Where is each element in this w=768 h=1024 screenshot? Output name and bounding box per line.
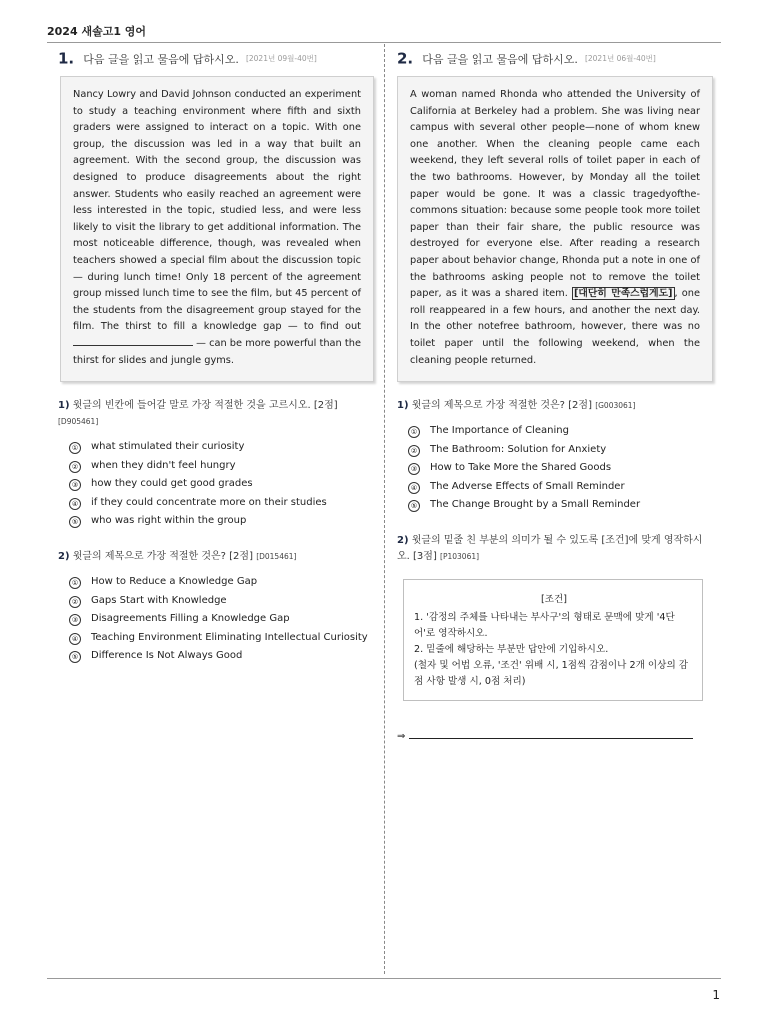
page-header: [47, 20, 721, 43]
passage-box: [397, 76, 713, 382]
sub-question-text: 윗글의 빈칸에 들어갈 말로 가장 적절한 것을 고르시오. [2점]: [72, 400, 338, 411]
question-number: 2.: [397, 49, 414, 68]
choice-4-icon: ④: [69, 633, 81, 645]
question-source: [2021년 06월-40번]: [584, 54, 656, 63]
choice-item[interactable]: [58, 496, 374, 515]
choice-item[interactable]: [397, 424, 713, 443]
choice-text: The Change Brought by a Small Reminder: [430, 499, 641, 511]
sub-question-text: 윗글의 제목으로 가장 적절한 것은? [2점]: [411, 400, 592, 411]
choice-3-icon: ③: [408, 463, 420, 475]
underlined-phrase: [대단히 만족스럽게도]: [573, 288, 673, 300]
sub-question-number: 2): [397, 534, 409, 546]
sub-question-number: 1): [58, 400, 70, 411]
choice-item[interactable]: [58, 612, 374, 631]
choice-item[interactable]: [397, 461, 713, 480]
choice-item[interactable]: [58, 649, 374, 668]
blank-line: [73, 336, 193, 346]
sub-question-2: [397, 533, 713, 565]
question-2-header: [397, 48, 713, 68]
choice-item[interactable]: [58, 575, 374, 594]
choice-item[interactable]: [58, 459, 374, 478]
choice-text: The Bathroom: Solution for Anxiety: [430, 443, 607, 455]
choice-text: Gaps Start with Knowledge: [91, 594, 227, 606]
choice-item[interactable]: [397, 498, 713, 517]
question-2: [397, 48, 713, 742]
choice-text: Difference Is Not Always Good: [91, 650, 243, 662]
condition-item: (철자 및 어법 오류, '조건' 위배 시, 1점씩 감점이나 2개 이상의 감점 사항 발생 시, 0점 처리): [414, 659, 689, 687]
choice-list: [58, 575, 374, 668]
choice-1-icon: ①: [69, 577, 81, 589]
choice-item[interactable]: [58, 477, 374, 496]
sub-question-text: 윗글의 밑줄 친 부분의 의미가 될 수 있도록 [조건]에 맞게 영작하시오. [3점]: [397, 534, 703, 562]
choice-item[interactable]: [58, 594, 374, 613]
question-code: [G003061]: [595, 401, 636, 410]
passage-text: Nancy Lowry and David Johnson conducted an experiment to study a teaching environment where fifth and sixth graders were assigned to interact on a topic. With one group, the discussion was led in a way that built an agreement. With the second group, the discussion was designed to produce disagreements about the right answer. Students who easily reached an agreement were less interested in the topic, studied less, and were less likely to visit the library to get additional information. The most noticeable difference, though, was revealed when teachers showed a special film about the discussion topic — during lunch time! Only 18 percent of the agreement group missed lunch time to see the film, but 45 percent of the students from the disagreement group stayed for the film. The thirst to fill a knowledge gap — to find out: [73, 89, 361, 333]
question-1: [58, 48, 374, 668]
choice-3-icon: ③: [69, 614, 81, 626]
choice-2-icon: ②: [408, 445, 420, 457]
question-source: [2021년 09월-40번]: [245, 54, 317, 63]
choice-5-icon: ⑤: [69, 651, 81, 663]
choice-text: how they could get good grades: [91, 478, 253, 490]
exam-title: 2024 새솔고1 영어: [47, 25, 147, 38]
question-number: 1.: [58, 49, 75, 68]
choice-3-icon: ③: [69, 479, 81, 491]
question-instruction: 다음 글을 읽고 물음에 답하시오.: [422, 52, 578, 66]
arrow-icon: ⇒: [397, 730, 406, 742]
choice-item[interactable]: [58, 514, 374, 533]
choice-text: what stimulated their curiosity: [91, 441, 245, 452]
page-number: 1: [712, 988, 720, 1002]
question-code: [D905461]: [58, 417, 99, 426]
page-footer: [47, 978, 721, 979]
choice-list: [397, 424, 713, 517]
sub-question-2: [58, 549, 374, 565]
sub-question-1: [58, 398, 374, 430]
choice-item[interactable]: [58, 440, 374, 459]
choice-1-icon: ①: [408, 426, 420, 438]
sub-question-number: 1): [397, 400, 409, 411]
choice-item[interactable]: [58, 631, 374, 650]
condition-item: 2. 밑줄에 해당하는 부분만 답안에 기입하시오.: [414, 643, 609, 655]
passage-box: [60, 76, 374, 382]
passage-text-end: — can be more powerful than the thirst for slides and jungle gyms.: [73, 337, 361, 366]
sub-question-number: 2): [58, 550, 70, 562]
choice-list: [58, 440, 374, 533]
choice-4-icon: ④: [408, 482, 420, 494]
choice-text: Teaching Environment Eliminating Intellectual Curiosity: [91, 631, 368, 643]
answer-input-line[interactable]: [409, 729, 693, 739]
choice-text: who was right within the group: [91, 515, 247, 527]
choice-text: Disagreements Filling a Knowledge Gap: [91, 613, 290, 625]
choice-text: when they didn't feel hungry: [91, 459, 236, 471]
question-code: [D015461]: [256, 551, 297, 561]
choice-2-icon: ②: [69, 596, 81, 608]
column-divider: [384, 44, 385, 974]
question-code: [P103061]: [440, 551, 480, 561]
question-instruction: 다음 글을 읽고 물음에 답하시오.: [83, 52, 239, 66]
choice-text: How to Take More the Shared Goods: [430, 462, 612, 474]
choice-text: The Adverse Effects of Small Reminder: [430, 480, 625, 492]
choice-item[interactable]: [397, 443, 713, 462]
answer-area: [397, 729, 713, 742]
choice-text: How to Reduce a Knowledge Gap: [91, 575, 258, 587]
passage-text-end: , one roll reappeared in a few hours, and another the next day. In the other notefree bathroom, however, there was no toilet paper until the following weekend, when the cleaning people returned.: [410, 288, 700, 366]
sub-question-text: 윗글의 제목으로 가장 적절한 것은? [2점]: [72, 550, 253, 562]
condition-item: 1. '감정의 주체를 나타내는 부사구'의 형태로 문맥에 맞게 '4단어'로 영작하시오.: [414, 611, 675, 639]
choice-5-icon: ⑤: [408, 500, 420, 512]
choice-2-icon: ②: [69, 461, 81, 473]
passage-text: A woman named Rhonda who attended the University of California at Berkeley had a problem. She was living near campus with several other people—none of whom knew one another. When the cleaning people came each weekend, they left several rolls of toilet paper in each of the two bathrooms. However, by Monday all the toilet paper would be gone. It was a classic tragedyofthe-commons situation: because some people took more toilet paper than their fair share, the public resource was destroyed for everyone else. After reading a research paper about behavior change, Rhonda put a note in one of the bathrooms asking people not to remove the toilet paper, as it was a shared item.: [410, 89, 700, 300]
conditions-title: [조건]: [540, 593, 568, 605]
sub-question-1: [397, 398, 713, 414]
question-1-header: [58, 48, 374, 68]
choice-item[interactable]: [397, 480, 713, 499]
choice-text: The Importance of Cleaning: [430, 425, 569, 436]
choice-5-icon: ⑤: [69, 516, 81, 528]
conditions-box: [403, 579, 703, 701]
choice-4-icon: ④: [69, 498, 81, 510]
choice-text: if they could concentrate more on their studies: [91, 496, 327, 508]
choice-1-icon: ①: [69, 442, 81, 454]
